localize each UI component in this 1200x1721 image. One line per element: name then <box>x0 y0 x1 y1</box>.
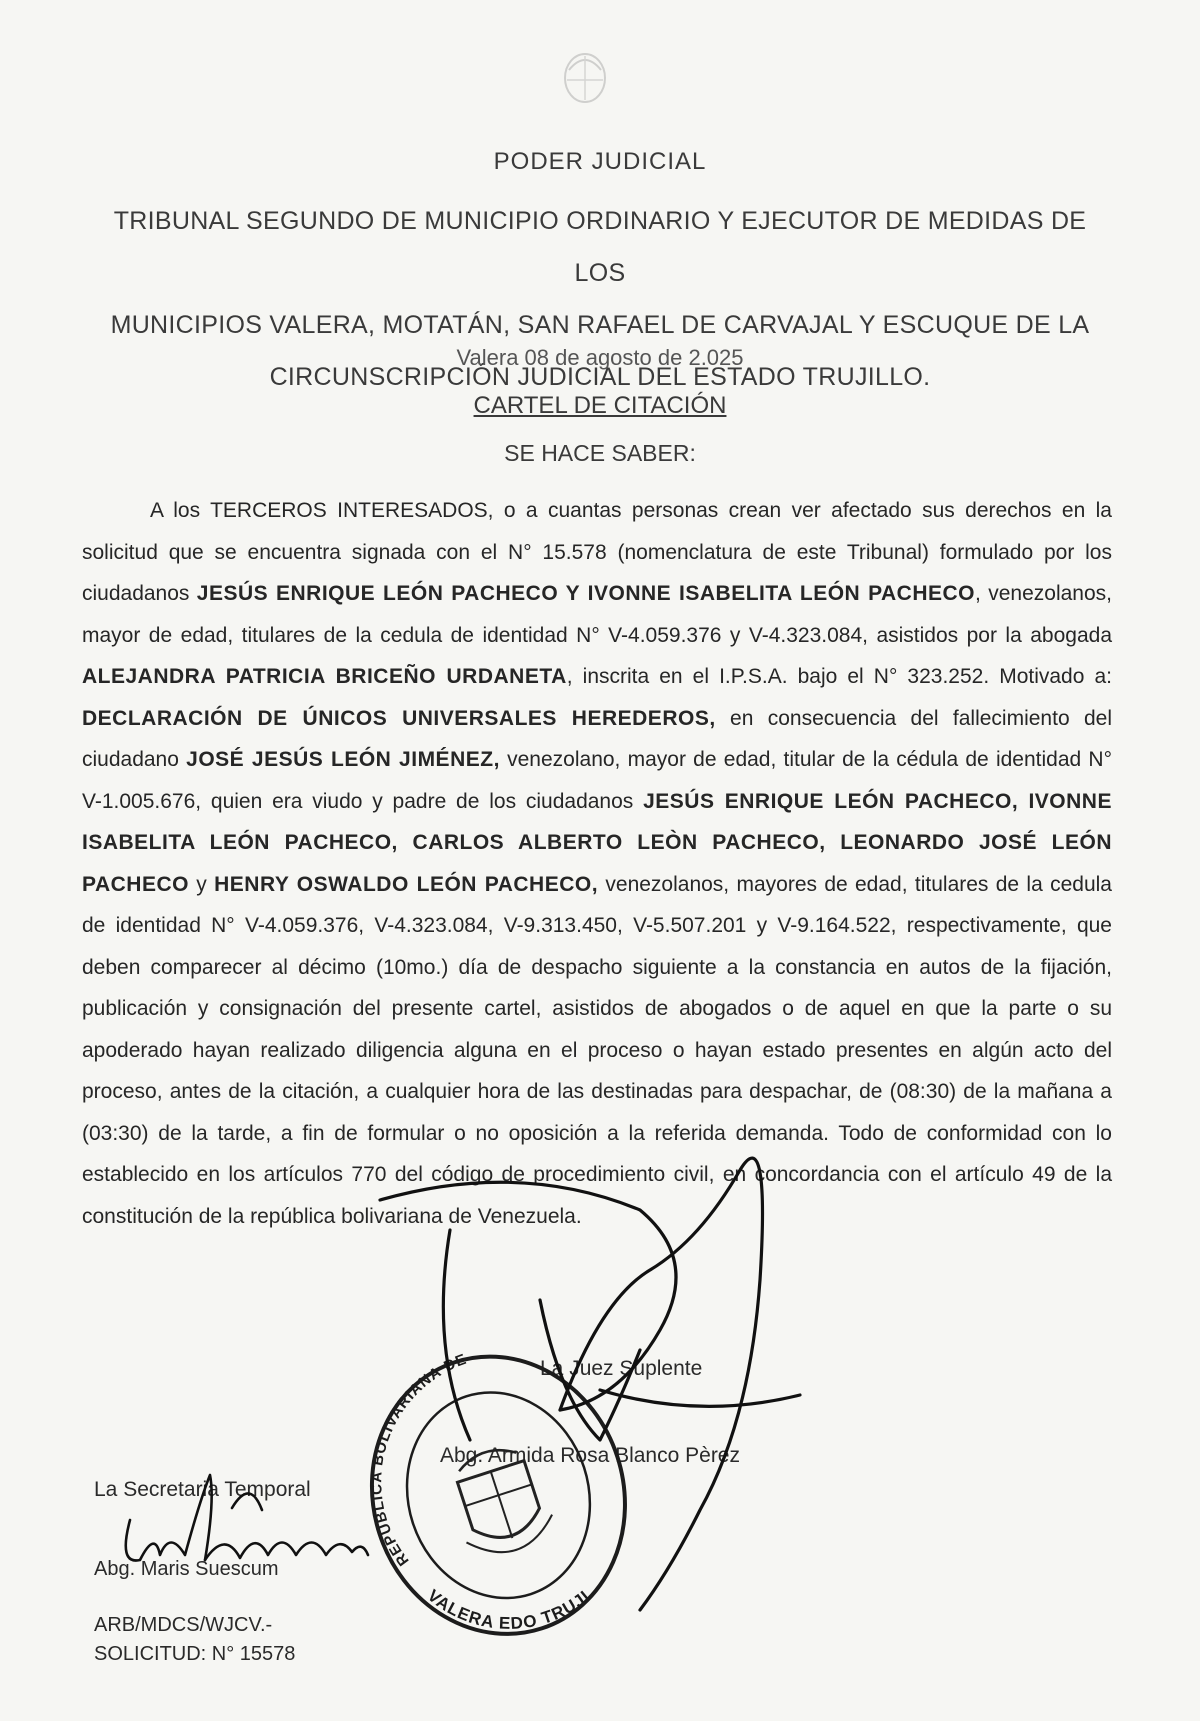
notice-body <box>82 490 1112 1237</box>
motive-text: DECLARACIÓN DE ÚNICOS UNIVERSALES HEREDEROS, <box>82 706 716 730</box>
document-type-heading <box>0 392 1200 420</box>
lawyer-name: ALEJANDRA PATRICIA BRICEÑO URDANETA <box>82 665 567 688</box>
body-part-2: , venezolanos, mayor de edad, titulares de la cedula de identidad N° V-4.059.376 y V-4.323.084, asistidos por la abogada <box>82 582 1112 647</box>
conjunction: y <box>188 872 215 896</box>
request-number: SOLICITUD: N° 15578 <box>94 1643 296 1665</box>
last-heir-name: HENRY OSWALDO LEÓN PACHECO, <box>214 872 599 896</box>
secretary-title: La Secretaria Temporal <box>94 1478 311 1501</box>
body-part-6: venezolanos, mayores de edad, titulares de la cedula de identidad N° V-4.059.376, V-4.323.084, V-9.313.450, V-5.507.201 y V-9.164.522, respectivamente, que deben comparecer al décimo (10mo.) día de despacho siguiente a la constancia en autos de la fijación, publicación y consignación del presente cartel, asistidos de abogados o de aquel en que la parte o su apoderado hayan realizado diligencia alguna en el proceso o hayan estado presentes en algún acto del proceso, antes de la citación, a cualquier hora de las destinadas para despachar, de (08:30) de la mañana a (03:30) de la tarde, a fin de formular o no oposición a la referida demanda. Todo de conformidad con lo establecido en los artículos 770 del código de procedimiento civil, en concordancia con el artículo 49 de la constitución de la república bolivariana de Venezuela. <box>82 872 1112 1228</box>
tribunal-line-3: CIRCUNSCRIPCIÓN JUDICIAL DEL ESTADO TRUJILLO. <box>269 363 931 391</box>
body-part-1: A los TERCEROS INTERESADOS, o a cuantas personas crean ver afectado sus derechos en la solicitud que se encuentra signada con el N° 15.578 (nomenclatura de este Tribunal) formulado por los ciudadanos <box>82 499 1112 605</box>
tribunal-line-2: MUNICIPIOS VALERA, MOTATÁN, SAN RAFAEL DE CARVAJAL Y ESCUQUE DE LA <box>110 311 1090 339</box>
tribunal-line-1: TRIBUNAL SEGUNDO DE MUNICIPIO ORDINARIO Y EJECUTOR DE MEDIDAS DE LOS <box>113 207 1087 287</box>
heirs-names: JESÚS ENRIQUE LEÓN PACHECO, IVONNE ISABELITA LEÓN PACHECO, CARLOS ALBERTO LEÒN PACHECO, LEONARDO JOSÉ LEÓN PACHECO <box>82 789 1112 896</box>
seal-text-bottom: VALERA EDO TRUJILLO <box>423 1585 594 1633</box>
body-part-3: , inscrita en el I.P.S.A. bajo el N° 323.252. Motivado a: <box>566 665 1112 688</box>
applicants-names: JESÚS ENRIQUE LEÓN PACHECO Y IVONNE ISABELITA LEÓN PACHECO <box>196 582 976 605</box>
judge-name: Abg. Armida Rosa Blanco Pèrez <box>440 1444 740 1467</box>
body-part-5: venezolano, mayor de edad, titular de la cédula de identidad N° V-1.005.676, quien era viudo y padre de los ciudadanos <box>82 748 1112 813</box>
reference-code: ARB/MDCS/WJCV.- <box>94 1614 273 1636</box>
tribunal-heading <box>95 195 1105 403</box>
deceased-name: JOSÉ JESÚS LEÓN JIMÉNEZ, <box>186 748 500 771</box>
notice-heading: SE HACE SABER: <box>504 440 696 466</box>
body-part-4: en consecuencia del fallecimiento del ciudadano <box>82 706 1113 771</box>
document-date: Valera 08 de agosto de 2.025 <box>456 345 744 370</box>
document-type-text: CARTEL DE CITACIÓN <box>473 392 727 419</box>
seal-text-top: REPÚBLICA BOLIVARIANA DE <box>368 1350 470 1569</box>
judge-title: La Juez Suplente <box>540 1357 703 1380</box>
secretary-name: Abg. Maris Suescum <box>94 1558 279 1580</box>
coat-of-arms-watermark <box>555 40 615 110</box>
court-heading: PODER JUDICIAL <box>493 148 707 175</box>
